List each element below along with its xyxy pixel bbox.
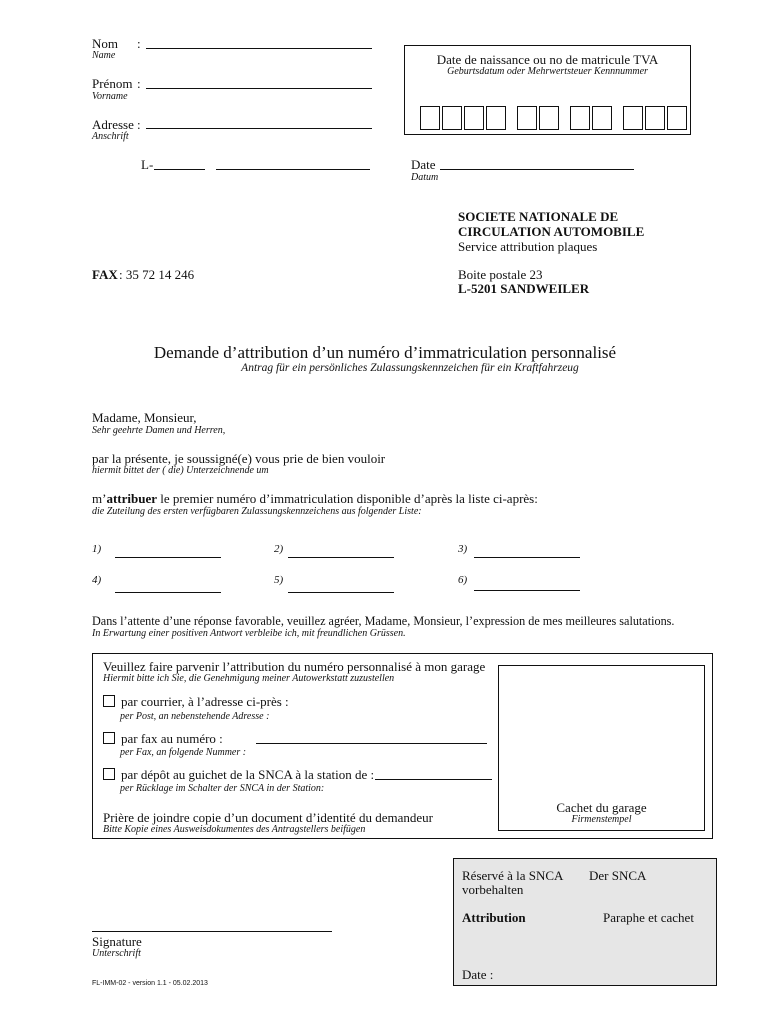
salutation-fr: Madame, Monsieur, xyxy=(92,410,197,425)
snca-reserved-fr: Réservé à la SNCA xyxy=(462,868,564,883)
choice-number: 4) xyxy=(92,574,102,586)
digit-box[interactable] xyxy=(442,106,462,130)
choice-field[interactable] xyxy=(288,557,394,558)
recipient-line2: CIRCULATION AUTOMOBILE xyxy=(458,224,645,239)
mail-checkbox[interactable] xyxy=(103,695,115,707)
garage-intro-de: Hiermit bitte ich Sie, die Genehmigung meiner Autowerkstatt zuzustellen xyxy=(103,673,395,684)
paragraph2-de: die Zuteilung des ersten verfügbaren Zulassungskennzeichens aus folgender Liste: xyxy=(92,506,422,517)
prenom-label: Prénom xyxy=(92,76,133,91)
option-mail-de: per Post, an nebenstehende Adresse : xyxy=(120,711,270,722)
choice-field[interactable] xyxy=(115,557,221,558)
page-title: Demande d’attribution d’un numéro d’immatriculation personnalisé xyxy=(153,343,617,362)
id-box-title: Date de naissance ou no de matricule TVA xyxy=(436,52,659,67)
option-fax-de: per Fax, an folgende Nummer : xyxy=(120,747,247,758)
digit-box[interactable] xyxy=(420,106,440,130)
date-field[interactable] xyxy=(440,169,634,170)
recipient-line1: SOCIETE NATIONALE DE xyxy=(458,209,619,224)
digit-box[interactable] xyxy=(517,106,537,130)
counter-checkbox[interactable] xyxy=(103,768,115,780)
option-mail xyxy=(103,694,289,709)
option-counter-label: par dépôt au guichet de la SNCA à la station de : xyxy=(121,767,375,782)
digit-box[interactable] xyxy=(464,106,484,130)
adresse-de-label: Anschrift xyxy=(92,131,129,142)
station-field[interactable] xyxy=(375,779,492,780)
option-counter xyxy=(103,767,374,782)
fax-label: FAX xyxy=(92,267,118,282)
nom-de-label: Name xyxy=(92,50,116,61)
stamp-label: Cachet du garage xyxy=(556,800,647,815)
nom-field[interactable] xyxy=(146,48,372,49)
salutation-de: Sehr geehrte Damen und Herren, xyxy=(92,425,226,436)
date-de-label: Datum xyxy=(411,172,439,183)
postal-code-field[interactable] xyxy=(154,169,205,170)
option-counter-de: per Rücklage im Schalter der SNCA in der Station: xyxy=(120,783,325,794)
choice-field[interactable] xyxy=(474,590,580,591)
closing-de: In Erwartung einer positiven Antwort verbleibe ich, mit freundlichen Grüssen. xyxy=(92,628,406,639)
recipient-line3: Service attribution plaques xyxy=(458,239,598,254)
digit-box[interactable] xyxy=(486,106,506,130)
choice-number: 1) xyxy=(92,543,102,555)
footer-version: FL-IMM-02 - version 1.1 - 05.02.2013 xyxy=(92,980,208,987)
garage-intro-fr: Veuillez faire parvenir l’attribution du numéro personnalisé à mon garage xyxy=(103,659,486,674)
choice-number: 6) xyxy=(458,574,468,586)
prenom-sep: : xyxy=(137,76,141,91)
option-mail-label: par courrier, à l’adresse ci-près : xyxy=(121,694,289,709)
note-fr: Prière de joindre copie d’un document d’identité du demandeur xyxy=(103,810,433,825)
fax-number-field[interactable] xyxy=(256,743,487,744)
closing-fr: Dans l’attente d’une réponse favorable, veuillez agréer, Madame, Monsieur, l’expression de mes meilleures salutations. xyxy=(92,614,675,628)
id-box-de-title: Geburtsdatum oder Mehrwertsteuer Kennnummer xyxy=(447,66,648,77)
paragraph1-de: hiermit bittet der ( die) Unterzeichnende um xyxy=(92,465,269,476)
recipient-line4: Boite postale 23 xyxy=(458,267,543,282)
choice-number: 5) xyxy=(274,574,284,586)
signature-field[interactable] xyxy=(92,931,332,932)
adresse-label: Adresse xyxy=(92,117,134,132)
digit-box[interactable] xyxy=(623,106,643,130)
postal-prefix: L- xyxy=(141,157,154,172)
nom-sep: : xyxy=(137,36,141,51)
choice-field[interactable] xyxy=(288,592,394,593)
recipient-line5: L-5201 SANDWEILER xyxy=(458,281,590,296)
attribution-label: Attribution xyxy=(462,910,526,925)
choice-field[interactable] xyxy=(115,592,221,593)
page-subtitle: Antrag für ein persönliches Zulassungskennzeichen für ein Kraftfahrzeug xyxy=(241,362,579,374)
digit-box[interactable] xyxy=(539,106,559,130)
paragraph2-fr xyxy=(92,491,538,506)
paraphe-label: Paraphe et cachet xyxy=(603,910,694,925)
choice-field[interactable] xyxy=(474,557,580,558)
stamp-de-label: Firmenstempel xyxy=(571,814,632,825)
paragraph2-prefix: m’ xyxy=(92,491,107,506)
prenom-field[interactable] xyxy=(146,88,372,89)
snca-reserved-fr2: vorbehalten xyxy=(462,882,524,897)
digit-box[interactable] xyxy=(667,106,687,130)
digit-box[interactable] xyxy=(592,106,612,130)
option-fax-label: par fax au numéro : xyxy=(121,731,223,746)
digit-box[interactable] xyxy=(570,106,590,130)
note-de: Bitte Kopie eines Ausweisdokumentes des Antragstellers beifügen xyxy=(103,824,366,835)
locality-field[interactable] xyxy=(216,169,370,170)
snca-date-label: Date : xyxy=(462,967,494,982)
digit-box[interactable] xyxy=(645,106,665,130)
choice-number: 3) xyxy=(458,543,468,555)
prenom-de-label: Vorname xyxy=(92,91,128,102)
adresse-sep: : xyxy=(137,117,141,132)
choice-number: 2) xyxy=(274,543,284,555)
signature-de-label: Unterschrift xyxy=(92,948,141,959)
nom-label: Nom xyxy=(92,36,118,51)
date-label: Date xyxy=(411,157,436,172)
fax-checkbox[interactable] xyxy=(103,732,115,744)
paragraph1-fr: par la présente, je soussigné(e) vous prie de bien vouloir xyxy=(92,451,386,466)
paragraph2-suffix: le premier numéro d’immatriculation disponible d’après la liste ci-après: xyxy=(157,491,538,506)
option-fax xyxy=(103,731,223,746)
snca-reserved-de: Der SNCA xyxy=(589,868,647,883)
paragraph2-bold: attribuer xyxy=(106,491,157,506)
fax-value: : 35 72 14 246 xyxy=(119,267,195,282)
adresse-field[interactable] xyxy=(146,128,372,129)
signature-label: Signature xyxy=(92,934,142,949)
